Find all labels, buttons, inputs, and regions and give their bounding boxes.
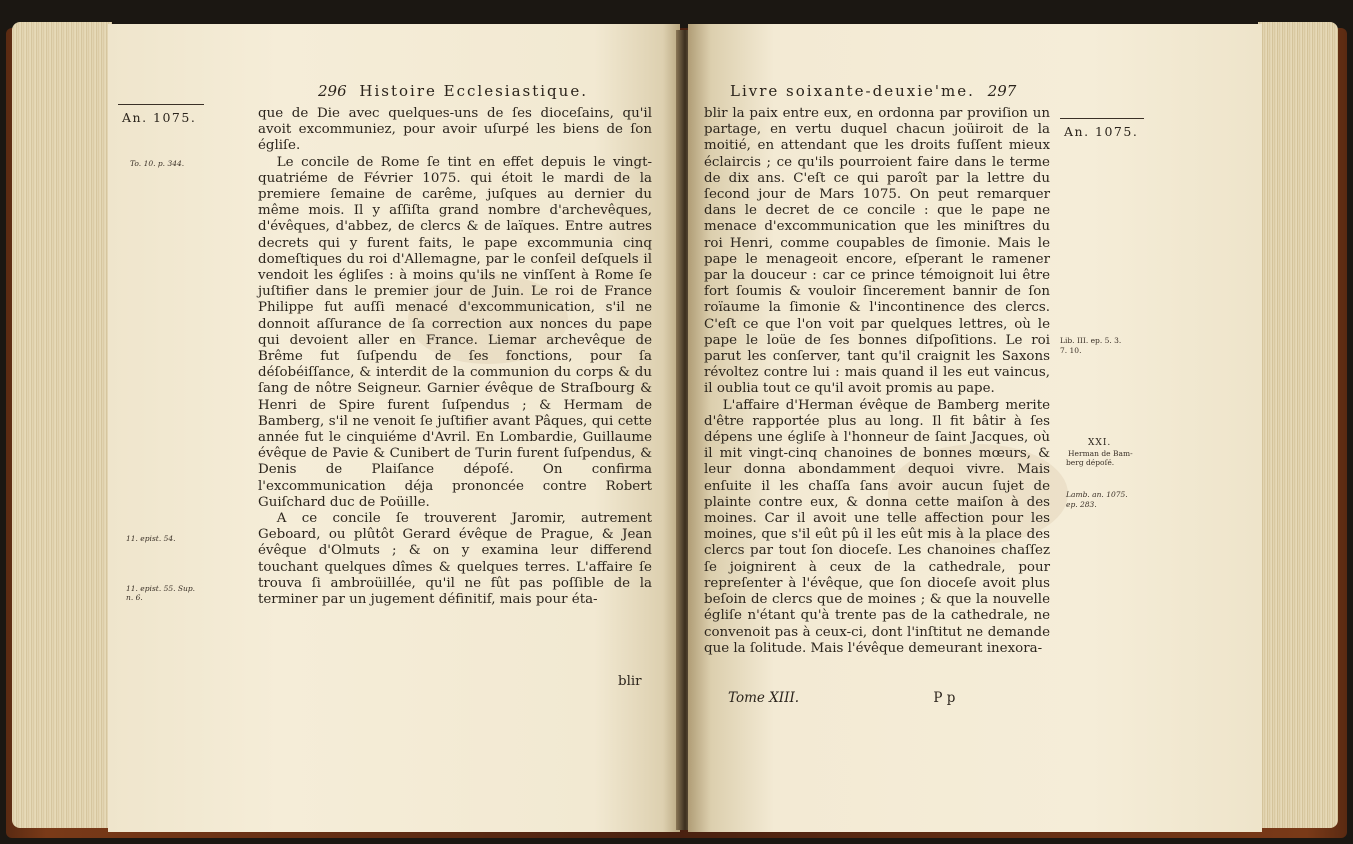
page-edges-left	[12, 22, 112, 828]
margin-note: 11. epist. 54.	[126, 534, 176, 543]
left-margin-rule	[118, 104, 204, 105]
right-body-text	[704, 106, 1050, 657]
right-running-title: Livre soixante-deuxie'me.	[730, 82, 975, 100]
left-page	[108, 24, 680, 832]
signature-mark: P p	[933, 690, 956, 706]
paragraph: que de Die avec quelques-uns de ſes dioceſains, qu'il avoit excommuniez, pour avoir uſurpé les biens de ſon égliſe.	[258, 106, 652, 154]
right-page-footer	[728, 690, 955, 706]
section-number: XXI.	[1088, 438, 1112, 448]
paragraph: blir la paix entre eux, en ordonna par proviſion un partage, en vertu duquel chacun joüiroit de la moitié, en attendant que les droits fuſſent mieux éclaircis ; ce qu'ils pourroient faire dans le terme de dix ans. C'eſt ce qui paroît par la lettre du ſecond jour de Mars 1075. On peut remarquer dans le decret de ce concile : que le pape ne menace d'excommunication que les miniſtres du roi Henri, comme coupables de ſimonie. Mais le pape le menageoit encore, eſperant le ramener par la douceur : car ce prince témoignoit lui être fort ſoumis & vouloir ſincerement bannir de ſon roïaume la ſimonie & l'incontinence des clercs. C'eſt ce que l'on voit par quelques lettres, où le pape le loüe de ſes bonnes diſpoſitions. Le roi parut les conſerver, tant qu'il craignit les Saxons révoltez contre lui : mais quand il les eut vaincus, il oublia tout ce qu'il avoit promis au pape.	[704, 106, 1050, 397]
left-margin-year: An. 1075.	[122, 110, 197, 125]
right-page-header	[730, 82, 1022, 102]
right-page-number: 297	[987, 82, 1017, 100]
page-edges-right	[1258, 22, 1338, 828]
paragraph: A ce concile ſe trouverent Jaromir, autrement Geboard, ou plûtôt Gerard évêque de Prague, & Jean évêque d'Olmuts ; & on y examina leur differend touchant quelques dîmes & quelques terres. L'affaire ſe trouva ſi ambroüillée, qu'il ne fût pas poſſible de la terminer par un jugement définitif, mais pour éta-	[258, 511, 652, 608]
margin-note: Lib. III. ep. 5. 3.	[1060, 336, 1122, 345]
paragraph: L'affaire d'Herman évêque de Bamberg merite d'être rapportée plus au long. Il fit bâtir à ſes dépens une égliſe à l'honneur de ſaint Jacques, où il mit vingt-cinq chanoines de bonnes mœurs, & leur donna abondamment dequoi vivre. Mais enſuite il les chaſſa ſans avoir aucun ſujet de plainte contre eux, & donna cette maiſon à des moines. Car il avoit une telle affection pour les moines, que s'il eût pû il les eût mis à la place des clercs par tout ſon dioceſe. Les chanoines chaſſez ſe joignirent à ceux de la cathedrale, pour repreſenter à l'évêque, que ſon dioceſe avoit plus beſoin de clercs que de moines ; & que la nouvelle égliſe n'étant qu'à trente pas de la cathedrale, ne convenoit pas à ceux-ci, dont l'inſtitut ne demande que la ſolitude. Mais l'évêque demeurant inexora-	[704, 397, 1050, 656]
section-title: Herman de Bam-	[1068, 449, 1133, 458]
margin-note: Lamb. an. 1075.	[1066, 490, 1128, 499]
volume-label: Tome XIII.	[728, 690, 800, 706]
right-page	[688, 24, 1262, 832]
margin-note: 7. 10.	[1060, 346, 1082, 355]
left-body-text	[258, 106, 652, 608]
catchword: blir	[618, 674, 642, 689]
right-margin-rule	[1060, 118, 1144, 119]
margin-note: ep. 283.	[1066, 500, 1097, 509]
left-page-header	[312, 82, 588, 102]
right-margin-year: An. 1075.	[1064, 124, 1139, 139]
margin-note: To. 10. p. 344.	[130, 159, 185, 168]
section-title: berg dépoſé.	[1066, 458, 1115, 467]
paragraph: Le concile de Rome ſe tint en effet depuis le vingt-quatriéme de Février 1075. qui étoit le mardi de la premiere ſemaine de carême, juſques au dernier du même mois. Il y aſſiſta grand nombre d'archevêques, d'évêques, d'abbez, de clercs & de laïques. Entre autres decrets qui y furent faits, le pape excommunia cinq domeſtiques du roi d'Allemagne, par le conſeil deſquels il vendoit les égliſes : à moins qu'ils ne vinſſent à Rome ſe juſtifier dans le premier jour de Juin. Le roi de France Philippe fut auſſi menacé d'excommunication, s'il ne donnoit aſſurance de ſa correction aux nonces du pape qui devoient aller en France. Liemar archevêque de Brême fut ſuſpendu de ſes fonctions, pour ſa déſobéiſſance, & interdit de la communion du corps & du ſang de nôtre Seigneur. Garnier évêque de Straſbourg & Henri de Spire furent ſuſpendus ; & Hermam de Bamberg, s'il ne venoit ſe juſtifier avant Pâques, qui cette année fut le cinquiéme d'Avril. En Lombardie, Guillaume évêque de Pavie & Cunibert de Turin furent ſuſpendus, & Denis de Plaiſance dépoſé. On confirma l'excommunication déja prononcée contre Robert Guiſchard duc de Poüille.	[258, 154, 652, 510]
margin-note: 11. epist. 55. Sup.	[126, 584, 196, 593]
margin-note: n. 6.	[126, 593, 143, 602]
left-page-number: 296	[318, 82, 347, 100]
left-running-title: Histoire Ecclesiastique.	[359, 82, 588, 100]
